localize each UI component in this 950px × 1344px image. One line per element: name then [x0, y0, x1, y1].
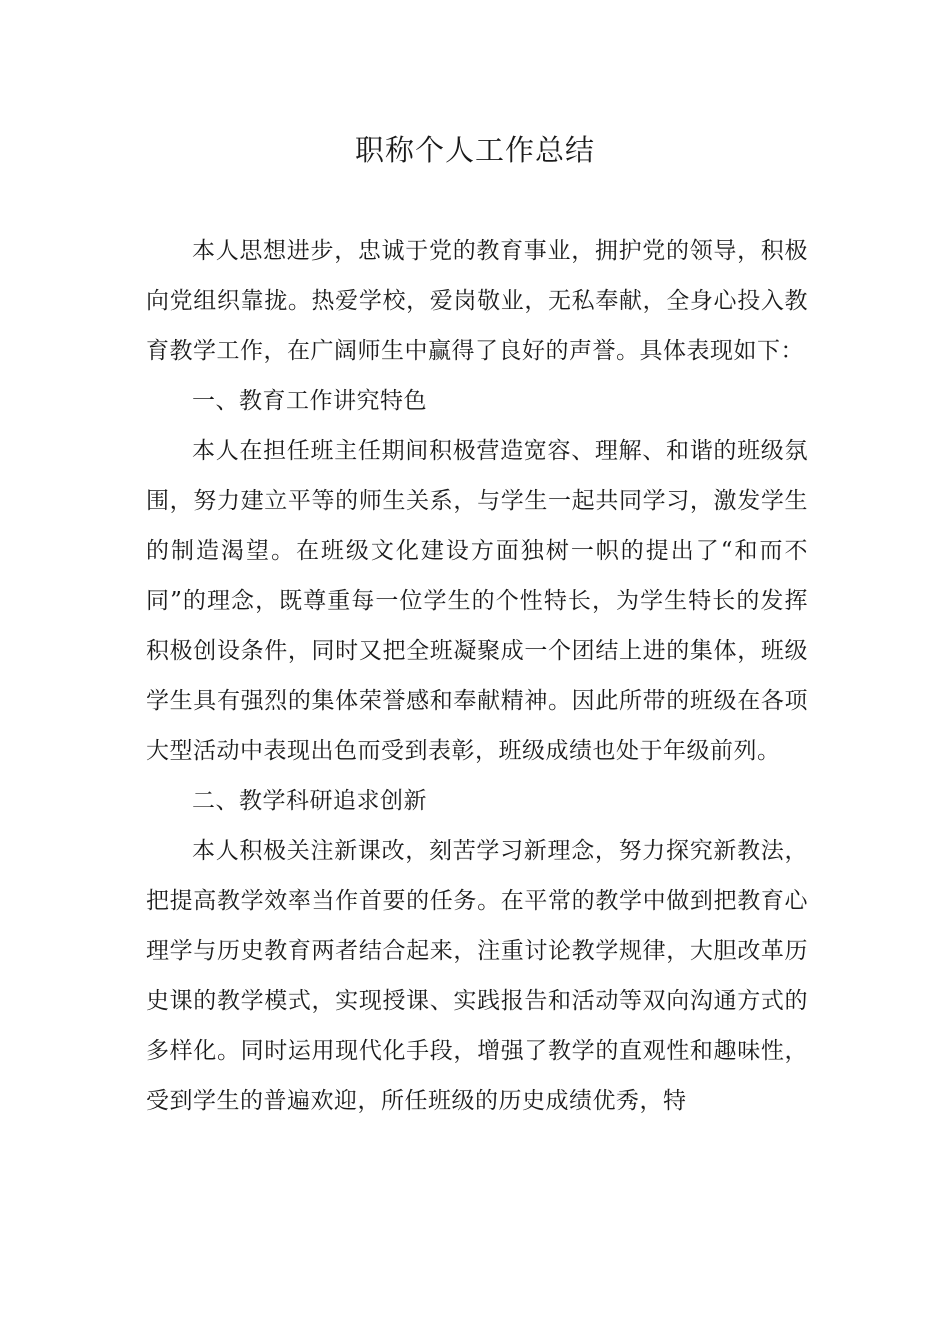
paragraph-section-2: 本人积极关注新课改，刻苦学习新理念，努力探究新教法，把提高教学效率当作首要的任务。在平常的教学中做到把教育心理学与历史教育两者结合起来，注重讨论教学规律，大胆改革历史课的教学模式，实现授课、实践报告和活动等双向沟通方式的多样化。同时运用现代化手段，增强了教学的直观性和趣味性，受到学生的普遍欢迎，所任班级的历史成绩优秀，特	[146, 838, 808, 1114]
paragraph-intro: 本人思想进步，忠诚于党的教育事业，拥护党的领导，积极向党组织靠拢。热爱学校，爱岗敬业，无私奉献，全身心投入教育教学工作，在广阔师生中赢得了良好的声誉。具体表现如下：	[146, 238, 808, 364]
section-heading-1: 一、教育工作讲究特色	[192, 388, 427, 414]
document-title: 职称个人工作总结	[354, 133, 595, 167]
section-heading-2: 二、教学科研追求创新	[192, 788, 427, 814]
document-body	[146, 226, 808, 1126]
paragraph-section-1: 本人在担任班主任期间积极营造宽容、理解、和谐的班级氛围，努力建立平等的师生关系，与学生一起共同学习，激发学生的制造渴望。在班级文化建设方面独树一帜的提出了“和而不同”的理念，既尊重每一位学生的个性特长，为学生特长的发挥积极创设条件，同时又把全班凝聚成一个团结上进的集体，班级学生具有强烈的集体荣誉感和奉献精神。因此所带的班级在各项大型活动中表现出色而受到表彰，班级成绩也处于年级前列。	[146, 438, 808, 764]
